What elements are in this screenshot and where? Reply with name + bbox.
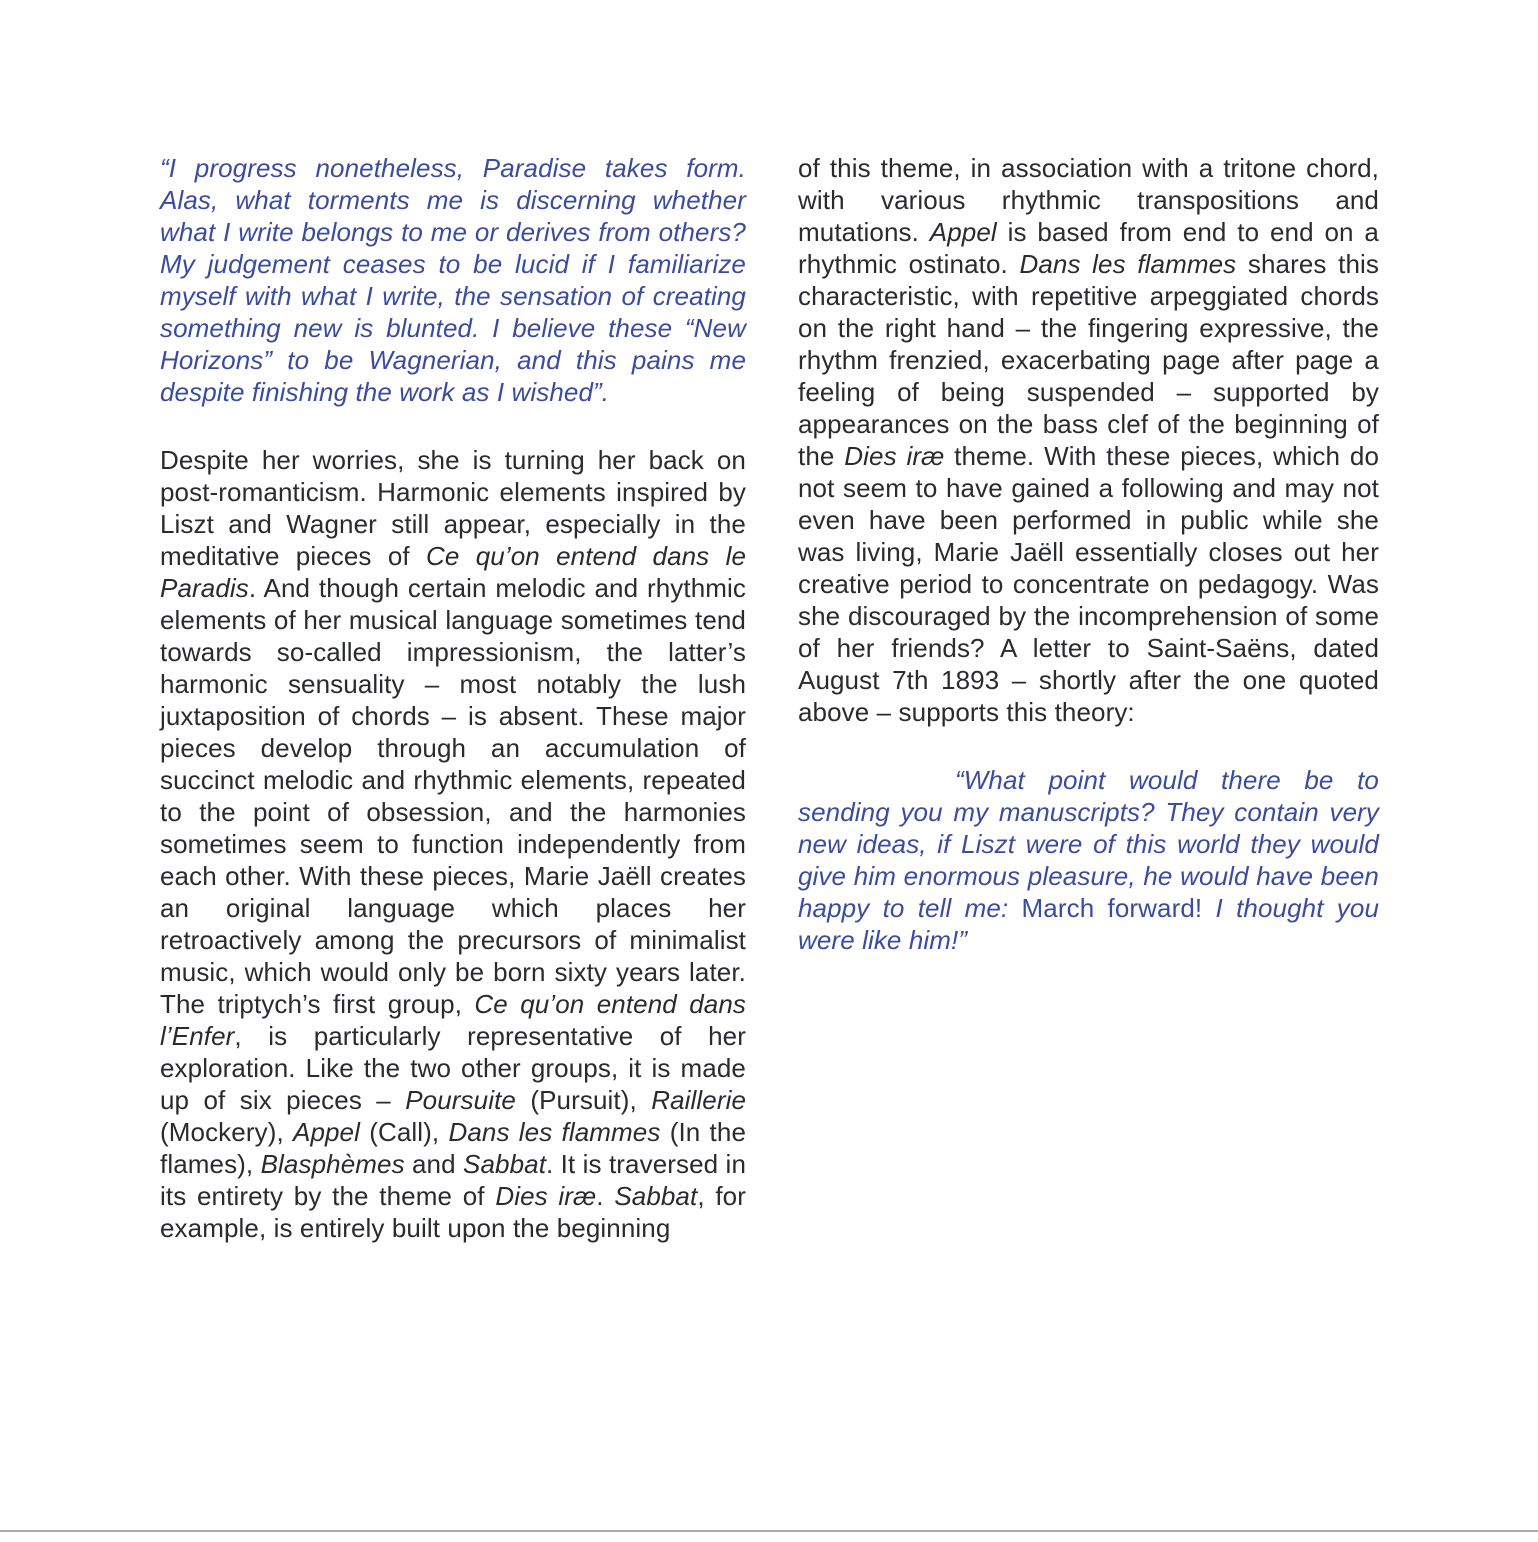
left-text-column — [160, 152, 746, 1244]
italic-text-run: Appel — [929, 217, 997, 247]
text-run: theme. With these pieces, which do not seem to have gained a following and may not even have been performed in public while she was living, Marie Jaëll essentially closes out her creative period to concentrate on pedagogy. Was she discouraged by the incomprehension of some of her friends? A letter to Saint-Saëns, dated August 7th 1893 – shortly after the one quoted above – supports this theory: — [798, 441, 1380, 727]
text-run: of this theme, in association with a tritone chord, with various rhythmic transpositions and mutations. — [798, 153, 1379, 247]
paragraph-left-body — [160, 444, 746, 1244]
text-run: . And though certain melodic and rhythmic elements of her musical language sometimes tend towards so-called impressionism, the latter’s harmonic sensuality – most notably the lush juxtaposition of chords – is absent. These major pieces develop through an accumulation of succinct melodic and rhythmic elements, repeated to the point of obsession, and the harmonies sometimes seem to function independently from each other. With these pieces, Marie Jaëll creates an original language which places her retroactively among the precursors of minimalist music, which would only be born sixty years later. The triptych’s first group, — [160, 573, 746, 1019]
italic-text-run: Dans les flammes — [448, 1117, 661, 1147]
italic-text-run: Dies iræ — [495, 1181, 597, 1211]
text-run: (In the flames), — [160, 1117, 747, 1179]
text-run: March forward! — [1021, 893, 1203, 923]
italic-text-run: “I progress nonetheless, Paradise takes form. Alas, what torments me is discerning whether what I write belongs to me or derives from others? My judgement ceases to be lucid if I familiarize myself with what I write, the sensation of creating something new is blunted. I believe these “New Horizons” to be Wagnerian, and this pains me despite finishing the work as I wished”. — [160, 153, 746, 407]
paragraph-right-body — [798, 152, 1379, 728]
italic-text-run: “What point would there be to sending you my manuscripts? They contain very new ideas, if Liszt were of this world they would give him enormous pleasure, he would have been happy to tell me: — [798, 765, 1379, 923]
quote-letter-to-saint-saens — [798, 764, 1379, 956]
italic-text-run: I thought you were like him!” — [798, 893, 1380, 955]
italic-text-run: Poursuite — [405, 1085, 516, 1115]
italic-text-run: Sabbat — [614, 1181, 698, 1211]
italic-text-run: Ce qu’on entend dans l’Enfer — [160, 989, 746, 1051]
text-run: (Pursuit), — [515, 1085, 652, 1115]
text-run: . — [596, 1181, 615, 1211]
text-run: is based from end to end on a rhythmic ostinato. — [798, 217, 1379, 279]
text-run: , for example, is entirely built upon the beginning — [160, 1181, 746, 1243]
quote-paradise-takes-form — [160, 152, 746, 408]
right-text-column — [798, 152, 1379, 956]
text-run: (Mockery), — [160, 1117, 293, 1147]
italic-text-run: Ce qu’on entend dans le Paradis — [160, 541, 747, 603]
italic-text-run: Blasphèmes — [260, 1149, 405, 1179]
page-bottom-divider — [0, 1530, 1538, 1532]
italic-text-run: Sabbat — [463, 1149, 547, 1179]
text-run: , is particularly representative of her exploration. Like the two other groups, it is made up of six pieces – — [160, 1021, 746, 1115]
text-run: shares this characteristic, with repetitive arpeggiated chords on the right hand – the fingering expressive, the rhythm frenzied, exacerbating page after page a feeling of being suspended – supported by appearances on the bass clef of the beginning of the — [798, 249, 1380, 471]
italic-text-run: Raillerie — [651, 1085, 747, 1115]
italic-text-run: Dans les flammes — [1019, 249, 1237, 279]
text-run: and — [404, 1149, 464, 1179]
italic-text-run: Dies iræ — [844, 441, 945, 471]
italic-text-run: Appel — [293, 1117, 360, 1147]
text-run: Despite her worries, she is turning her back on post-romanticism. Harmonic elements inspired by Liszt and Wagner still appear, especially in the meditative pieces of — [160, 445, 746, 571]
text-run: . It is traversed in its entirety by the theme of — [160, 1149, 746, 1211]
text-run: (Call), — [360, 1117, 449, 1147]
